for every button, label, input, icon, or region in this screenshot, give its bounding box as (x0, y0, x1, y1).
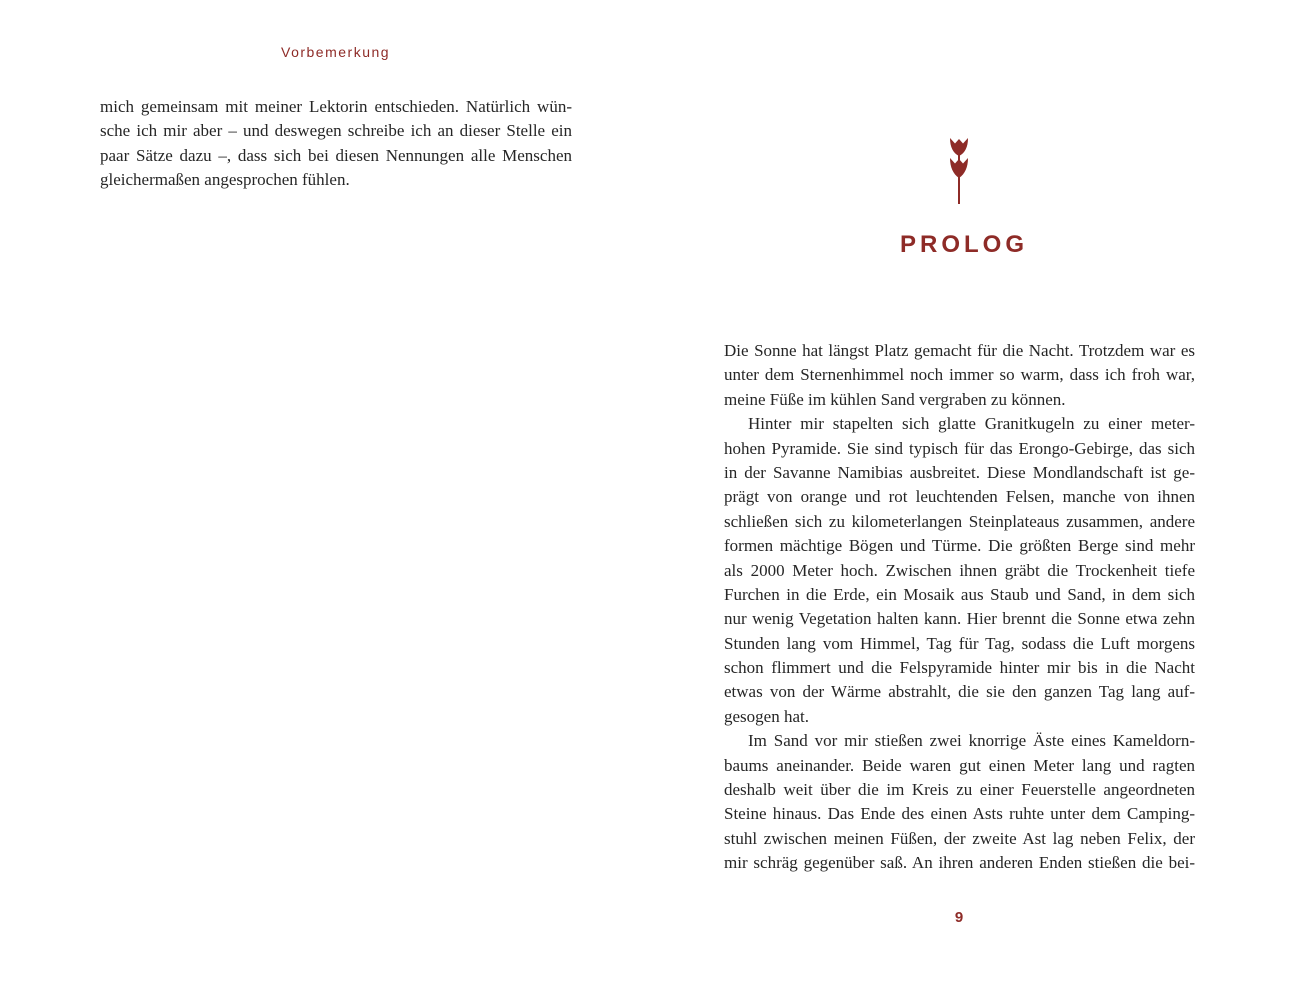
body-line: gleichermaßen angesprochen fühlen. (100, 170, 350, 190)
body-line: als 2000 Meter hoch. Zwischen ihnen gräbt die Trockenheit tiefe (724, 560, 1195, 580)
body-line: deshalb weit über die im Kreis zu einer Feuerstelle angeordneten (724, 780, 1195, 800)
ornament-lower-bud (950, 158, 968, 178)
paragraph (724, 412, 1195, 729)
body-line: Die Sonne hat längst Platz gemacht für die Nacht. Trotzdem war es (724, 341, 1195, 360)
body-line: prägt von orange und rot leuchtenden Felsen, manche von ihnen (724, 487, 1195, 507)
body-line: schon flimmert und die Felspyramide hinter mir bis in die Nacht (724, 658, 1195, 678)
page-number: 9 (954, 909, 964, 926)
ornament-upper-bud (950, 138, 968, 156)
left-body-text (100, 95, 572, 193)
body-line: unter dem Sternenhimmel noch immer so warm, dass ich froh war, (724, 365, 1195, 385)
paragraph (100, 95, 572, 193)
paragraph (724, 339, 1195, 412)
body-line: Im Sand vor mir stießen zwei knorrige Äste eines Kameldorn- (748, 731, 1195, 751)
chapter-title: PROLOG (899, 231, 1028, 258)
left-page (0, 0, 647, 1000)
body-line: Furchen in die Erde, ein Mosaik aus Staub und Sand, in dem sich (724, 584, 1195, 604)
body-line: mich gemeinsam mit meiner Lektorin entschieden. Natürlich wün- (100, 97, 572, 116)
body-line: formen mächtige Bögen und Türme. Die größten Berge sind mehr (724, 536, 1195, 556)
body-line: Hinter mir stapelten sich glatte Granitkugeln zu einer meter- (748, 414, 1195, 434)
body-line: meine Füße im kühlen Sand vergraben zu können. (724, 389, 1066, 409)
body-line: Steine hinaus. Das Ende des einen Asts ruhte unter dem Camping- (724, 804, 1195, 824)
running-header: Vorbemerkung (281, 44, 391, 60)
body-line: mir schräg gegenüber saß. An ihren anderen Enden stießen die bei- (724, 853, 1195, 873)
body-line: paar Sätze dazu –, dass sich bei diesen Nennungen alle Menschen (100, 145, 572, 165)
body-line: sche ich mir aber – und deswegen schreibe ich an dieser Stelle ein (100, 121, 572, 141)
body-line: in der Savanne Namibias ausbreitet. Diese Mondlandschaft ist ge- (724, 462, 1195, 482)
paragraph (724, 729, 1195, 875)
tulip-ornament-icon (944, 134, 974, 206)
body-line: hohen Pyramide. Sie sind typisch für das Erongo-Gebirge, das sich (724, 438, 1195, 458)
body-line: nur wenig Vegetation halten kann. Hier brennt die Sonne etwa zehn (724, 609, 1195, 629)
right-body-text (724, 339, 1195, 876)
body-line: stuhl zwischen meinen Füßen, der zweite Ast lag neben Felix, der (724, 828, 1195, 848)
body-line: Stunden lang vom Himmel, Tag für Tag, sodass die Luft morgens (724, 633, 1195, 653)
right-page (647, 0, 1295, 1000)
body-line: etwas von der Wärme abstrahlt, die sie den ganzen Tag lang auf- (724, 682, 1195, 702)
body-line: baums aneinander. Beide waren gut einen Meter lang und ragten (724, 755, 1195, 775)
body-line: schließen sich zu kilometerlangen Steinplateaus zusammen, andere (724, 511, 1195, 531)
body-line: gesogen hat. (724, 706, 809, 726)
